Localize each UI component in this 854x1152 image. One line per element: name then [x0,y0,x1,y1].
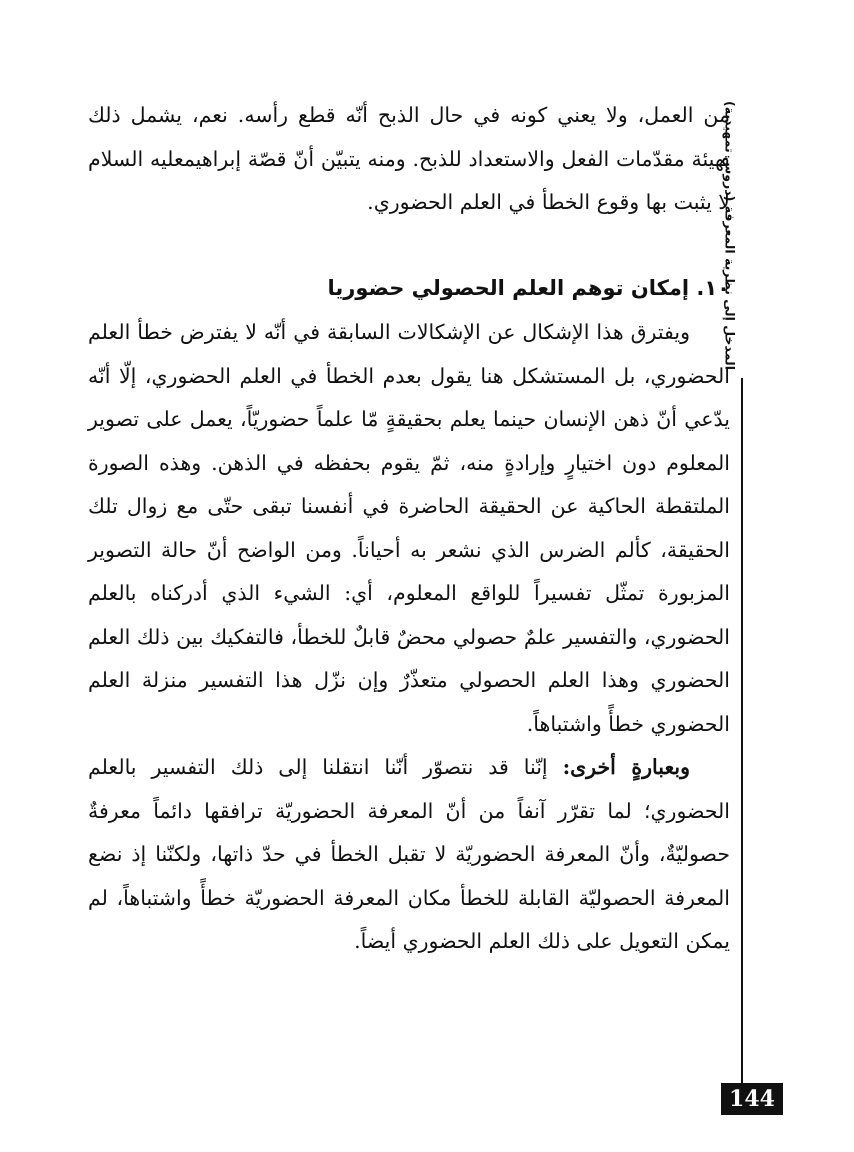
paragraph-2-text: إنّنا قد نتصوّر أنّنا انتقلنا إلى ذلك التفسير بالعلم الحضوري؛ لما تقرّر آنفاً من أنّ المعرفة الحضوريّة ترافقها دائماً معرفةٌ حصوليّةٌ، وأنّ المعرفة الحضوريّة لا تقبل الخطأ في حدّ ذاتها، ولكنّنا إذ نضع المعرفة الحصوليّة القابلة للخطأ مكان المعرفة الحضوريّة خطأً واشتباهاً، لم يمكن التعويل على ذلك العلم الحضوري أيضاً. [88,755,730,953]
intro-paragraph-block [88,94,730,225]
section-body [88,311,730,964]
paragraph-2 [88,746,730,964]
running-head-text: المدخل إلى نظرية المعرفة (دروس تمهيدية) [722,100,738,370]
page-number: 144 [721,1083,783,1115]
paragraph-2-lead: وبعبارةٍ أخرى: [562,755,690,779]
paragraph-1: ويفترق هذا الإشكال عن الإشكالات السابقة في أنّه لا يفترض خطأ العلم الحضوري، بل المستشكل هنا يقول بعدم الخطأ في العلم الحضوري، إلّا أنّه يدّعي أنّ ذهن الإنسان حينما يعلم بحقيقةٍ مّا علماً حضوريّاً، يعمل على تصوير المعلوم دون اختيارٍ وإرادةٍ منه، ثمّ يقوم بحفظه في الذهن. وهذه الصورة الملتقطة الحاكية عن الحقيقة الحاضرة في أنفسنا تبقى حتّى مع زوال تلك الحقيقة، كألم الضرس الذي نشعر به أحياناً. ومن الواضح أنّ حالة التصوير المزبورة تمثّل تفسيراً للواقع المعلوم، أي: الشيء الذي أدركناه بالعلم الحضوري، والتفسير علمٌ حصولي محضٌ قابلٌ للخطأ، فالتفكيك بين ذلك العلم الحضوري وهذا العلم الحصولي متعذّرٌ وإن نزّل هذا التفسير منزلة العلم الحضوري خطأً واشتباهاً. [88,320,730,736]
margin-rule [741,378,743,1093]
intro-paragraph: من العمل، ولا يعني كونه في حال الذبح أنّه قطع رأسه. نعم، يشمل ذلك تهيئة مقدّمات الفعل والاستعداد للذبح. ومنه يتبيّن أنّ قصّة إبراهيمعليه السلام لا يثبت بها وقوع الخطأ في العلم الحضوري. [88,103,730,214]
section-heading: ١٠. إمكان توهم العلم الحصولي حضوريا [327,276,730,300]
